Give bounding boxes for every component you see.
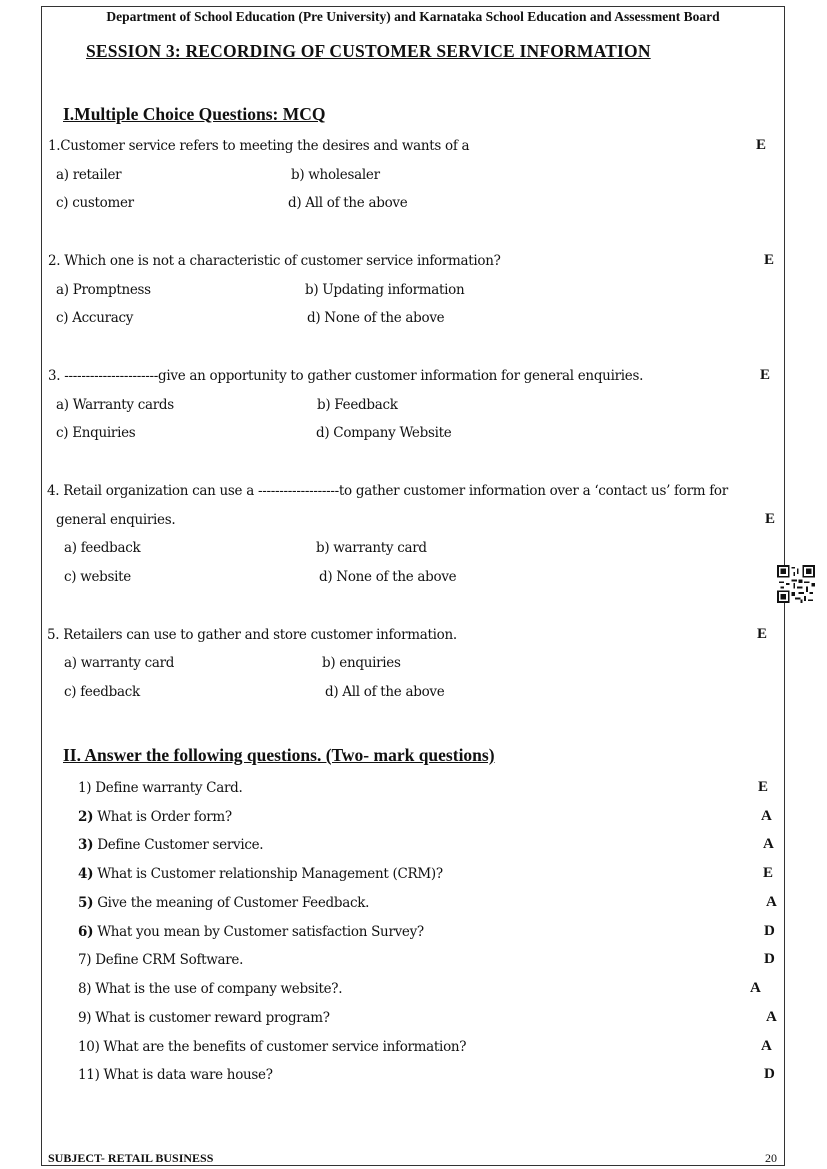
mcq-option: b) Feedback: [317, 397, 398, 413]
question-item: [78, 981, 342, 997]
mcq-option: c) customer: [56, 195, 134, 211]
page-number: 20: [765, 1151, 777, 1165]
difficulty-level: D: [764, 951, 775, 967]
question-text: What is data ware house?: [103, 1067, 273, 1083]
question-item: [78, 924, 424, 940]
difficulty-level: E: [758, 779, 769, 795]
question-number: 8): [78, 981, 92, 997]
mcq-option: c) feedback: [64, 684, 140, 700]
mcq-option: d) All of the above: [288, 195, 408, 211]
question-item: [78, 809, 232, 825]
difficulty-level: E: [764, 252, 775, 268]
question-number: 4): [78, 866, 94, 882]
mcq-option: b) warranty card: [316, 540, 427, 556]
board-header: Department of School Education (Pre University) and Karnataka School Education and Assessment Board: [106, 9, 720, 24]
difficulty-level: D: [764, 1066, 775, 1082]
mcq-option: c) Enquiries: [56, 425, 136, 441]
question-item: [78, 837, 263, 853]
question-item: [78, 952, 243, 968]
question-text: What is Customer relationship Management (CRM)?: [97, 866, 443, 882]
difficulty-level: E: [760, 367, 771, 383]
mcq-option: a) Warranty cards: [56, 397, 174, 413]
question-number: 7): [78, 952, 92, 968]
question-text: Define warranty Card.: [95, 780, 243, 796]
mcq-option: c) website: [64, 569, 131, 585]
question-item: [78, 1067, 273, 1083]
question-number: 11): [78, 1067, 100, 1083]
difficulty-level: A: [763, 836, 774, 852]
session-title: SESSION 3: RECORDING OF CUSTOMER SERVICE INFORMATION: [86, 41, 651, 61]
mcq-option: c) Accuracy: [56, 310, 134, 326]
difficulty-level: A: [761, 1038, 772, 1054]
question-text: Give the meaning of Customer Feedback.: [97, 895, 370, 911]
mcq-option: d) All of the above: [325, 684, 445, 700]
mcq-option: d) Company Website: [316, 425, 452, 441]
question-item: [78, 780, 242, 796]
question-text: Define CRM Software.: [95, 952, 244, 968]
question-text: What you mean by Customer satisfaction Survey?: [97, 924, 424, 940]
mcq-option: b) Updating information: [305, 282, 465, 298]
question-number: 3): [78, 837, 94, 853]
mcq-option: b) enquiries: [322, 655, 401, 671]
question-number: 10): [78, 1039, 100, 1055]
qr-code-icon: [777, 565, 815, 603]
difficulty-level: E: [756, 137, 767, 153]
mcq-option: b) wholesaler: [291, 167, 380, 183]
mcq-option: a) retailer: [56, 167, 122, 183]
difficulty-level: A: [766, 1009, 777, 1025]
question-number: 9): [78, 1010, 92, 1026]
question-item: [78, 1039, 466, 1055]
question-number: 2): [78, 809, 94, 825]
difficulty-level: E: [757, 626, 768, 642]
mcq-question: 2. Which one is not a characteristic of customer service information?: [48, 253, 501, 269]
difficulty-level: A: [761, 808, 772, 824]
difficulty-level: E: [763, 865, 774, 881]
mcq-option: a) Promptness: [56, 282, 151, 298]
question-item: [78, 1010, 330, 1026]
mcq-option: d) None of the above: [319, 569, 457, 585]
question-text: What is customer reward program?: [95, 1010, 330, 1026]
question-item: [78, 895, 369, 911]
mcq-question: 5. Retailers can use to gather and store customer information.: [47, 627, 457, 643]
mcq-heading: I.Multiple Choice Questions: MCQ: [63, 104, 326, 124]
short-answer-heading: II. Answer the following questions. (Two- mark questions): [63, 745, 495, 765]
mcq-option: d) None of the above: [307, 310, 445, 326]
footer-subject: SUBJECT- RETAIL BUSINESS: [48, 1151, 214, 1165]
question-text: Define Customer service.: [97, 837, 264, 853]
difficulty-level: D: [764, 923, 775, 939]
difficulty-level: A: [766, 894, 777, 910]
mcq-option: a) feedback: [64, 540, 141, 556]
question-text: What is Order form?: [97, 809, 232, 825]
question-text: What is the use of company website?.: [95, 981, 343, 997]
question-number: 6): [78, 924, 94, 940]
mcq-question: 1.Customer service refers to meeting the desires and wants of a: [48, 138, 470, 154]
difficulty-level: A: [750, 980, 761, 996]
question-text: What are the benefits of customer service information?: [103, 1039, 467, 1055]
question-number: 5): [78, 895, 94, 911]
mcq-question: 3. ----------------------give an opportunity to gather customer information for general enquiries.: [48, 368, 644, 384]
question-number: 1): [78, 780, 92, 796]
mcq-option: a) warranty card: [64, 655, 175, 671]
difficulty-level: E: [765, 511, 776, 527]
mcq-question: 4. Retail organization can use a -------------------to gather customer information over a ‘contact us’ form for: [47, 483, 728, 499]
question-item: [78, 866, 443, 882]
mcq-question-continued: general enquiries.: [56, 512, 176, 528]
